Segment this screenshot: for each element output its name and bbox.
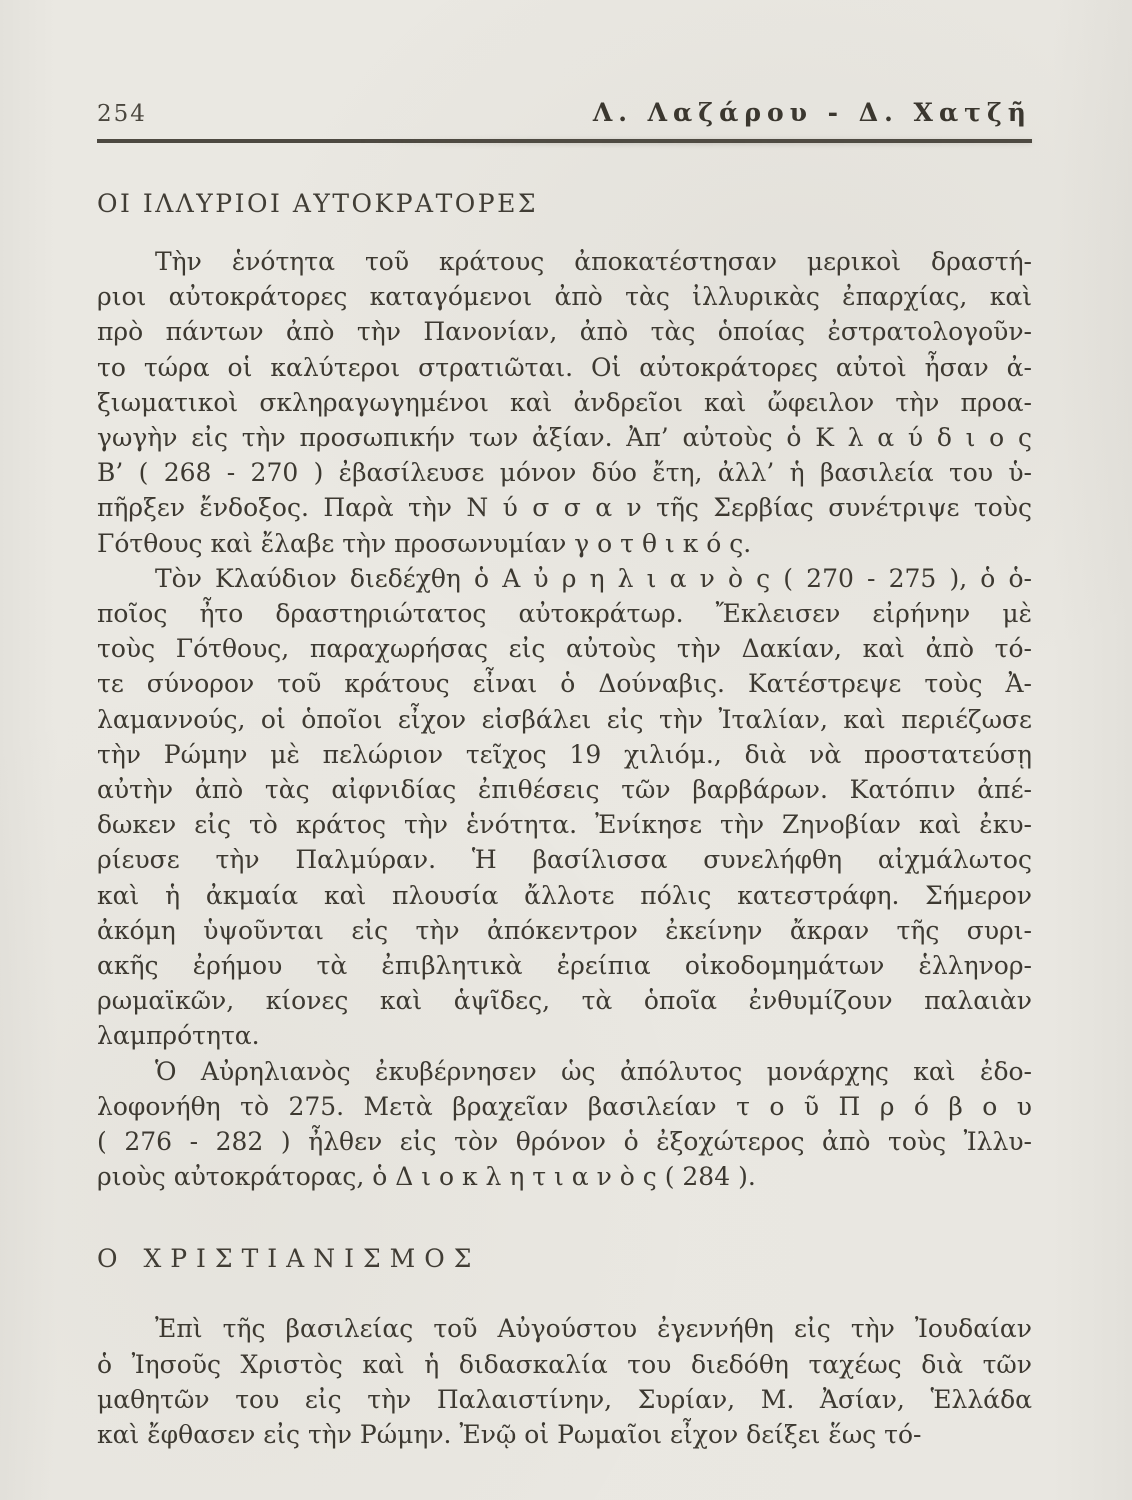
text-line: ποῖος ἦτο δραστηριώτατος αὐτοκράτωρ. Ἔκλεισεν εἰρήνην μὲ (97, 599, 1032, 629)
text-line: αὐτὴν ἀπὸ τὰς αἰφνιδίας ἐπιθέσεις τῶν βαρβάρων. Κατόπιν ἀπέ- (97, 775, 1032, 805)
text-line: Ἐπὶ τῆς βασιλείας τοῦ Αὐγούστου ἐγεννήθη εἰς τὴν Ἰουδαίαν (155, 1314, 1032, 1344)
text-line: ρίευσε τὴν Παλμύραν. Ἡ βασίλισσα συνελήφθη αἰχμάλωτος (97, 845, 1032, 875)
text-line: ριοὺς αὐτοκράτορας, ὁ Δ ι ο κ λ η τ ι α ν ὸ ς ( 284 ). (97, 1162, 756, 1192)
paragraph (97, 1054, 1032, 1195)
running-header-authors: Λ. Λαζάρου - Δ. Χατζῆ (592, 98, 1032, 127)
text-line: λοφονήθη τὸ 275. Μετὰ βραχεῖαν βασιλείαν τ ο ῦ Π ρ ό β ο υ (97, 1091, 1032, 1121)
paragraph (97, 1311, 1032, 1452)
text-line: τὴν Ρώμην μὲ πελώριον τεῖχος 19 χιλιόμ., διὰ νὰ προστατεύσῃ (97, 739, 1032, 769)
text-line: το τώρα οἱ καλύτεροι στρατιῶται. Οἱ αὐτοκράτορες αὐτοὶ ἦσαν ἀ- (97, 352, 1032, 382)
text-line: Τὸν Κλαύδιον διεδέχθη ὁ Α ὐ ρ η λ ι α ν ὸ ς ( 270 - 275 ), ὁ ὁ- (155, 563, 1032, 593)
text-line: τε σύνορον τοῦ κράτους εἶναι ὁ Δούναβις. Κατέστρεψε τοὺς Ἀ- (97, 669, 1032, 699)
text-line: Τὴν ἑνότητα τοῦ κράτους ἀποκατέστησαν μερικοὶ δραστή- (155, 247, 1032, 276)
text-line: ἀκόμη ὑψοῦνται εἰς τὴν ἀπόκεντρον ἐκείνην ἄκραν τῆς συρι- (97, 915, 1032, 945)
header-rule (97, 139, 1032, 143)
text-line: Ὁ Αὐρηλιανὸς ἐκυβέρνησεν ὡς ἀπόλυτος μονάρχης καὶ ἐδο- (155, 1056, 1032, 1086)
text-line: ( 276 - 282 ) ἦλθεν εἰς τὸν θρόνον ὁ ἐξοχώτερος ἀπὸ τοὺς Ἰλλυ- (97, 1127, 1032, 1157)
text-line: δωκεν εἰς τὸ κράτος τὴν ἑνότητα. Ἐνίκησε τὴν Ζηνοβίαν καὶ ἐκυ- (97, 810, 1032, 840)
text-line: ὁ Ἰησοῦς Χριστὸς καὶ ἡ διδασκαλία του διεδόθη ταχέως διὰ τῶν (97, 1349, 1032, 1379)
text-line: ξιωματικοὶ σκληραγωγημένοι καὶ ἀνδρεῖοι καὶ ὤφειλον τὴν προα- (97, 387, 1032, 417)
text-line: ρωμαϊκῶν, κίονες καὶ ἁψῖδες, τὰ ὁποῖα ἐνθυμίζουν παλαιὰν (97, 986, 1032, 1016)
text-line: ριοι αὐτοκράτορες καταγόμενοι ἀπὸ τὰς ἰλλυρικὰς ἐπαρχίας, καὶ (97, 282, 1032, 312)
section-body-illyrian-emperors (97, 244, 1032, 1194)
text-line: μαθητῶν του εἰς τὴν Παλαιστίνην, Συρίαν, Μ. Ἀσίαν, Ἑλλάδα (97, 1384, 1032, 1414)
text-line: Β’ ( 268 - 270 ) ἐβασίλευσε μόνον δύο ἔτη, ἀλλ’ ἡ βασιλεία του ὑ- (97, 458, 1032, 488)
page-content (97, 189, 1032, 1452)
text-line: Γότθους καὶ ἔλαβε τὴν προσωνυμίαν γ ο τ θ ι κ ό ς. (97, 528, 752, 558)
text-line: πῆρξεν ἔνδοξος. Παρὰ τὴν Ν ύ σ σ α ν τῆς Σερβίας συνέτριψε τοὺς (97, 493, 1032, 523)
page-number: 254 (97, 101, 147, 127)
text-line: γωγὴν εἰς τὴν προσωπικήν των ἀξίαν. Ἀπ’ αὐτοὺς ὁ Κ λ α ύ δ ι ο ς (97, 423, 1032, 453)
text-line: πρὸ πάντων ἀπὸ τὴν Πανονίαν, ἀπὸ τὰς ὁποίας ἐστρατολογοῦν- (97, 317, 1032, 347)
section-heading-christianity: Ο ΧΡΙΣΤΙΑΝΙΣΜΟΣ (97, 1244, 481, 1274)
text-line: καὶ ἔφθασεν εἰς τὴν Ρώμην. Ἐνῷ οἱ Ρωμαῖοι εἶχον δείξει ἕως τό- (97, 1420, 922, 1450)
section-heading-illyrian-emperors: ΟΙ ΙΛΛΥΡΙΟΙ ΑΥΤΟΚΡΑΤΟΡΕΣ (97, 189, 539, 218)
section-body-christianity (97, 1311, 1032, 1452)
text-line: λαμαννούς, οἱ ὁποῖοι εἶχον εἰσβάλει εἰς τὴν Ἰταλίαν, καὶ περιέζωσε (97, 704, 1032, 734)
text-line: ακῆς ἐρήμου τὰ ἐπιβλητικὰ ἐρείπια οἰκοδομημάτων ἑλληνορ- (97, 951, 1032, 981)
text-line: τοὺς Γότθους, παραχωρήσας εἰς αὐτοὺς τὴν Δακίαν, καὶ ἀπὸ τό- (97, 634, 1032, 664)
paragraph (97, 244, 1032, 561)
paragraph (97, 561, 1032, 1054)
page-header (97, 98, 1032, 127)
text-line: λαμπρότητα. (97, 1021, 260, 1051)
text-line: καὶ ἡ ἀκμαία καὶ πλουσία ἄλλοτε πόλις κατεστράφη. Σήμερον (97, 880, 1032, 910)
